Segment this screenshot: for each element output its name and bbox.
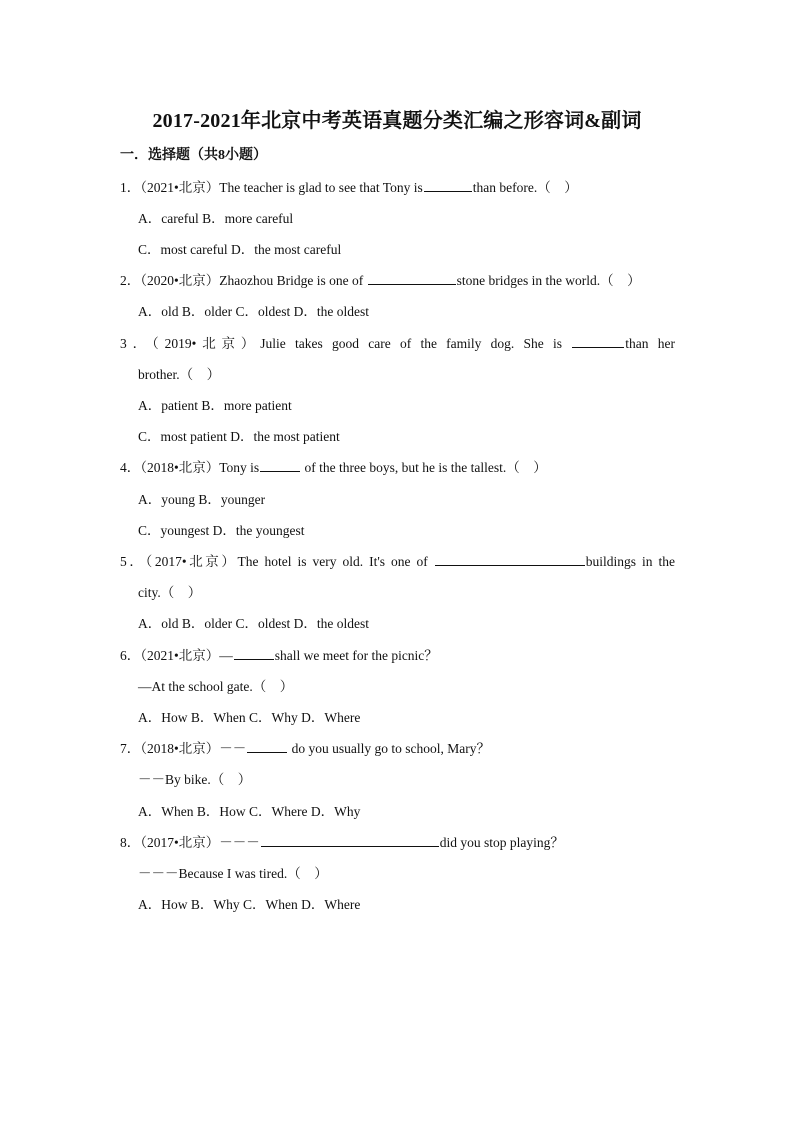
- answer-blank: [261, 834, 439, 847]
- question-text: shall we meet for the picnic？: [274, 648, 438, 663]
- question-6-options: A．How B．When C．Why D．Where: [138, 710, 361, 725]
- answer-blank: [435, 553, 585, 566]
- question-number: 4．: [120, 460, 141, 475]
- question-5-options: A．old B．older C．oldest D．the oldest: [138, 616, 369, 631]
- question-4-options-a: A．young B．younger: [138, 492, 266, 507]
- question-4-options-b: C．youngest D．the youngest: [138, 523, 305, 538]
- question-text: Tony is: [219, 460, 260, 475]
- question-source: （2019•北京）: [151, 336, 261, 351]
- question-text: Julie takes good care of the family dog. She is: [260, 336, 572, 351]
- answer-blank: [368, 272, 456, 285]
- question-text: The hotel is very old. It's one of: [237, 554, 434, 569]
- question-number: 5．: [120, 554, 146, 569]
- question-8-continuation: －－－Because I was tired.（ ）: [138, 866, 328, 881]
- question-number: 2．: [120, 273, 141, 288]
- answer-blank: [247, 740, 287, 753]
- answer-blank: [234, 647, 274, 660]
- question-5: [120, 550, 675, 570]
- question-text: stone bridges in the world.（ ）: [456, 273, 641, 288]
- question-text: －－: [219, 741, 247, 756]
- question-4: [120, 456, 547, 476]
- question-1-options-b: C．most careful D．the most careful: [138, 242, 342, 257]
- question-number: 7．: [120, 741, 141, 756]
- page-title: 2017-2021年北京中考英语真题分类汇编之形容词&副词: [152, 110, 642, 132]
- question-7-options: A．When B．How C．Where D．Why: [138, 804, 361, 819]
- question-8-options: A．How B．Why C．When D．Where: [138, 897, 361, 912]
- question-text: than before.（ ）: [472, 180, 578, 195]
- question-source: （2017•北京）: [145, 554, 238, 569]
- question-3-continuation: brother.（ ）: [138, 367, 221, 382]
- question-number: 8．: [120, 835, 141, 850]
- question-7: [120, 737, 490, 757]
- question-text: did you stop playing？: [439, 835, 564, 850]
- question-text: than her: [625, 336, 675, 351]
- question-1: [120, 176, 578, 196]
- question-5-continuation: city.（ ）: [138, 585, 202, 600]
- question-3: [120, 332, 675, 352]
- question-source: （2018•北京）: [140, 460, 220, 475]
- question-source: （2017•北京）: [140, 835, 220, 850]
- question-2-options: A．old B．older C．oldest D．the oldest: [138, 304, 369, 319]
- question-text: do you usually go to school, Mary？: [288, 741, 490, 756]
- question-text: Zhaozhou Bridge is one of: [219, 273, 367, 288]
- answer-blank: [260, 459, 300, 472]
- question-3-options-a: A．patient B．more patient: [138, 398, 292, 413]
- question-2: [120, 269, 641, 289]
- question-number: 3．: [120, 336, 152, 351]
- question-text: The teacher is glad to see that Tony is: [219, 180, 423, 195]
- question-text: －－－: [219, 835, 260, 850]
- answer-blank: [424, 179, 472, 192]
- question-3-options-b: C．most patient D．the most patient: [138, 429, 340, 444]
- question-1-options-a: A．careful B．more careful: [138, 211, 294, 226]
- question-source: （2018•北京）: [140, 741, 220, 756]
- question-7-continuation: －－By bike.（ ）: [138, 772, 252, 787]
- question-6: [120, 644, 438, 664]
- question-text: —: [219, 648, 233, 663]
- question-text: of the three boys, but he is the tallest.（ ）: [301, 460, 547, 475]
- question-number: 6．: [120, 648, 141, 663]
- question-number: 1．: [120, 180, 141, 195]
- question-text: buildings in the: [585, 554, 675, 569]
- question-source: （2021•北京）: [140, 648, 220, 663]
- question-8: [120, 831, 564, 851]
- answer-blank: [572, 335, 624, 348]
- section-heading: 一．选择题（共8小题）: [120, 148, 267, 163]
- question-source: （2020•北京）: [140, 273, 220, 288]
- question-6-continuation: —At the school gate.（ ）: [138, 679, 294, 694]
- question-source: （2021•北京）: [140, 180, 220, 195]
